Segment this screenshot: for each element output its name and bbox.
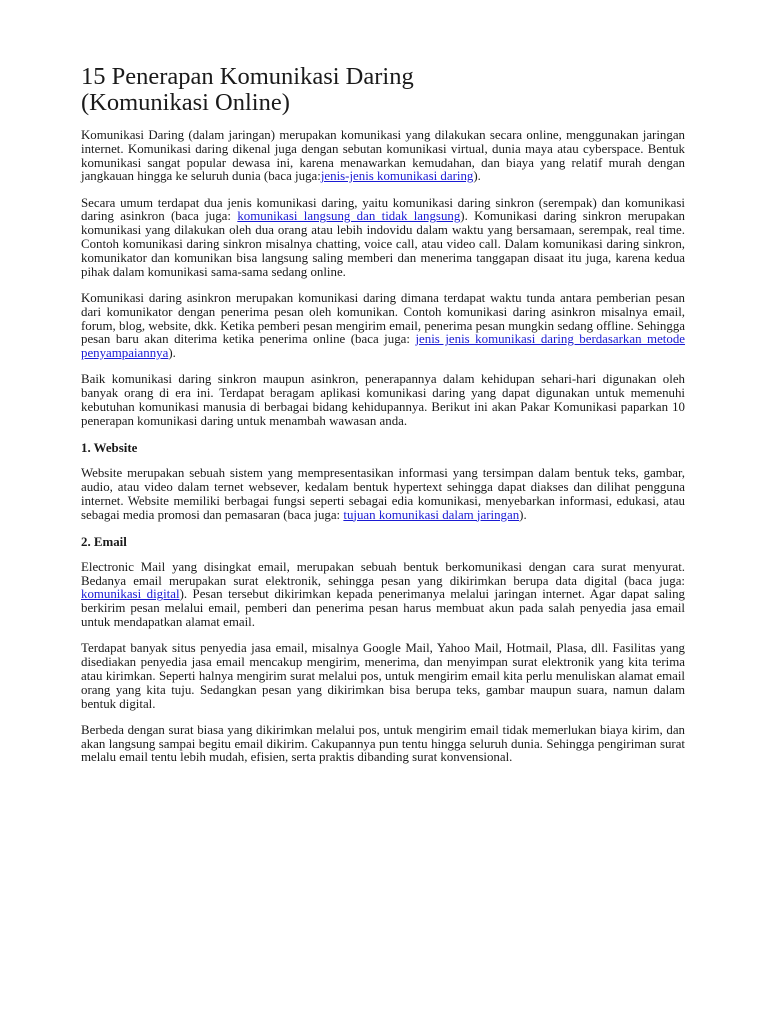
paragraph-email-providers: Terdapat banyak situs penyedia jasa email, misalnya Google Mail, Yahoo Mail, Hotmail, Plasa, dll. Fasilitas yang disediakan penyedia jasa email mencakup mengirim, menerima, dan menyimpan surat elektronik yang kita terima atau kirimkan. Seperti halnya mengirim surat melalui pos, untuk mengirim email kita perlu menuliskan alamat email orang yang kita tuju. Sedangkan pesan yang dikirimkan bisa berupa teks, gambar maupun suara, namun dalam bentuk digital. bbox=[81, 641, 685, 711]
paragraph-intro-after: ). bbox=[473, 169, 481, 184]
article-title-line-1: 15 Penerapan Komunikasi Daring bbox=[81, 63, 414, 90]
paragraph-email-after: ). Pesan tersebut dikirimkan kepada penerimanya melalui jaringan internet. Agar dapat saling berkirim pesan melalui email, pemberi dan penerima pesan harus membuat akun pada salah penyedia jasa email untuk mendapatkan alamat email. bbox=[81, 587, 685, 630]
paragraph-asinkron-text: Komunikasi daring asinkron merupakan komunikasi daring dimana terdapat waktu tunda antara pemberian pesan dari komunikator dengan penerima pesan oleh komunikan. Contoh komunikasi daring asinkron misalnya email, forum, blog, website, dkk. Ketika pemberi pesan mengirim email, penerima pesan mungkin sedang offline. Sehingga pesan baru akan diterima ketika penerima online (baca juga: bbox=[81, 290, 685, 347]
link-metode-penyampaian[interactable]: jenis jenis komunikasi daring berdasarkan metode penyampaiannya bbox=[81, 332, 685, 361]
paragraph-email-comparison: Berbeda dengan surat biasa yang dikirimkan melalui pos, untuk mengirim email tidak memerlukan biaya kirim, dan akan langsung sampai begitu email dikirim. Cakupannya pun tentu hingga seluruh dunia. Sehingga pengiriman surat melalu email tentu lebih mudah, efisien, serta praktis dibanding surat konvensional. bbox=[81, 722, 685, 765]
link-tujuan-komunikasi[interactable]: tujuan komunikasi dalam jaringan bbox=[343, 507, 520, 522]
paragraph-penerapan: Baik komunikasi daring sinkron maupun asinkron, penerapannya dalam kehidupan sehari-hari digunakan oleh banyak orang di era ini. Terdapat beragam aplikasi komunikasi daring yang dapat digunakan untuk memenuhi kebutuhan komunikasi manusia di berbagai bidang kehidupannya. Berikut ini akan Pakar Komunikasi paparkan 10 penerapan komunikasi daring untuk menambah wawasan anda. bbox=[81, 372, 685, 428]
link-jenis-komunikasi-daring[interactable]: jenis-jenis komunikasi daring bbox=[320, 169, 474, 184]
paragraph-asinkron bbox=[81, 292, 685, 361]
paragraph-website-text: Website merupakan sebuah sistem yang mempresentasikan informasi yang tersimpan dalam bentuk teks, gambar, audio, atau video dalam ternet websever, kedalam bentuk hypertext sehingga dapat diakses dan dilihat pengguna internet. Website memiliki berbagai fungsi seperti sebagai edia komunikasi, menyebarkan informasi, edukasi, atau sebagai media promosi dan pemasaran (baca juga: bbox=[81, 466, 685, 522]
link-komunikasi-digital[interactable]: komunikasi digital bbox=[81, 587, 180, 602]
paragraph-jenis bbox=[81, 197, 685, 280]
article-body bbox=[81, 64, 685, 778]
paragraph-intro-text: Komunikasi Daring (dalam jaringan) merupakan komunikasi yang dilakukan secara online, menggunakan jaringan internet. Komunikasi daring dikenal juga dengan sebutan komunikasi virtual, dunia maya atau cyberspace. Bentuk komunikasi sangat popular dewasa ini, karena menawarkan kemudahan, dan biaya yang relatif murah dengan jangkauan hingga ke seluruh dunia (baca juga: bbox=[81, 128, 685, 184]
paragraph-website bbox=[81, 467, 685, 522]
paragraph-jenis-after: ). Komunikasi daring sinkron merupakan komunikasi yang dilakukan oleh dua orang atau lebih indovidu dalam waktu yang bersamaan, serempak, real time. Contoh komunikasi daring sinkron misalnya chatting, voice call, atau video call. Dalam komunikasi daring sinkron, komunikator dan komunikan bisa langsung saling memberi dan menerima tanggapan disaat itu juga, karena kedua pihak dalam komunikasi sama-sama sedang online. bbox=[81, 209, 685, 279]
link-komunikasi-langsung[interactable]: komunikasi langsung dan tidak langsung bbox=[237, 209, 461, 224]
heading-website: 1. Website bbox=[81, 441, 138, 456]
paragraph-email bbox=[81, 561, 685, 630]
paragraph-asinkron-after: ). bbox=[168, 346, 176, 361]
paragraph-intro bbox=[81, 129, 685, 184]
paragraph-email-text: Electronic Mail yang disingkat email, merupakan sebuah bentuk berkomunikasi dengan cara surat menyurat. Bedanya email merupakan surat elektronik, sehingga pesan yang dikirimkan berupa data digital (baca juga: bbox=[81, 559, 685, 588]
paragraph-website-after: ). bbox=[519, 507, 527, 522]
article-title-line-2: (Komunikasi Online) bbox=[81, 89, 290, 116]
article-title bbox=[81, 64, 685, 116]
paragraph-jenis-text: Secara umum terdapat dua jenis komunikasi daring, yaitu komunikasi daring sinkron (serempak) dan komunikasi daring asinkron (baca juga: bbox=[81, 195, 685, 224]
heading-email: 2. Email bbox=[81, 534, 127, 549]
